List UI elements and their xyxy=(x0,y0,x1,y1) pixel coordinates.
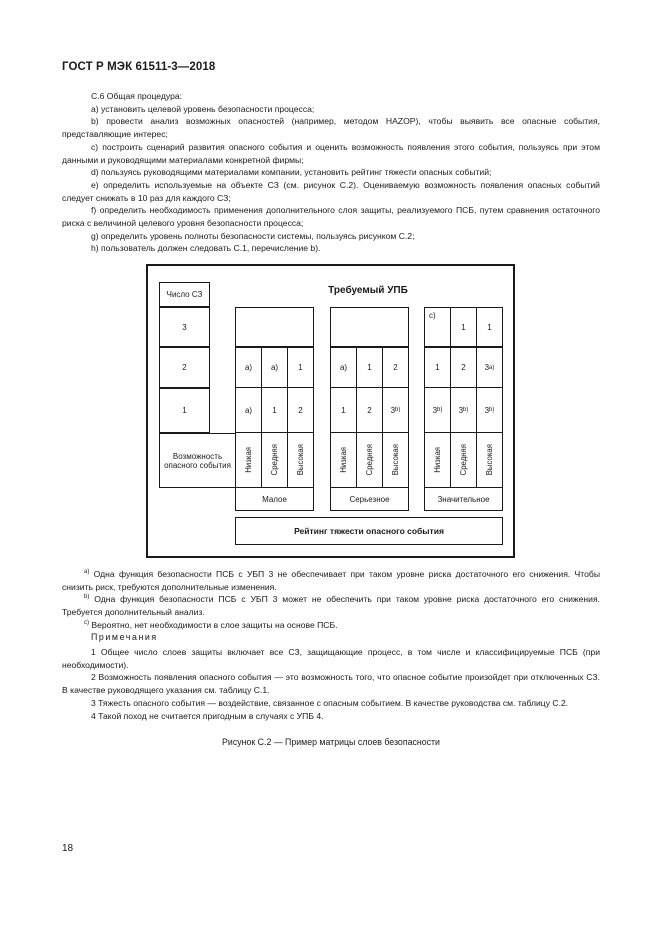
matrix-cell: 1 xyxy=(330,387,357,433)
matrix-cell: 2 xyxy=(287,387,314,433)
sz-row-label: 3 xyxy=(159,307,210,347)
matrix-cell: а) xyxy=(235,387,262,433)
likelihood-level-low: Низкая xyxy=(235,432,262,488)
note-item: 4 Такой поход не считается пригодным в случаях с УПБ 4. xyxy=(91,710,324,721)
footnote: $^{а)}$ Одна функция безопасности ПСБ с УБП 3 не обеспечивает при таком уровне риска достаточного его снижения. Чтобы снизить риск, требуются дополнительные изменения. xyxy=(62,569,600,592)
matrix-cell: 3 b) xyxy=(450,387,477,433)
likelihood-level-high: Высокая xyxy=(287,432,314,488)
matrix-cell: а) xyxy=(261,347,288,388)
matrix-cell: 3 а) xyxy=(476,347,503,388)
likelihood-level-low: Низкая xyxy=(424,432,451,488)
matrix-cell: 2 xyxy=(356,387,383,433)
matrix-cell-empty xyxy=(235,307,314,347)
matrix-cell: 1 xyxy=(356,347,383,388)
procedure-line: е) определить используемые на объекте СЗ (см. рисунок С.2). Оцениваемую возможность появления опасных событий следует снижать в 10 раз для каждого СЗ; xyxy=(62,179,600,203)
footnote: $^{b)}$ Одна функция безопасности ПСБ с УБП 3 может не обеспечить при таком уровне риска достаточного его снижения. Требуется дополнительный анализ. xyxy=(62,594,601,618)
procedure-line: с) построить сценарий развития опасного события и оценить возможность появления этого события, пользуясь при этом данными и руководящими материалами конкретной фирмы; xyxy=(62,141,600,165)
likelihood-level-medium: Средняя xyxy=(356,432,383,488)
matrix-cell: с) xyxy=(424,307,451,347)
matrix-cell: 3 b) xyxy=(424,387,451,433)
figure-footnotes xyxy=(62,568,600,632)
matrix-cell: 3 b) xyxy=(476,387,503,433)
matrix-cell: 2 xyxy=(450,347,477,388)
procedure-line: d) пользуясь руководящими материалами компании, установить рейтинг тяжести опасных событий; xyxy=(91,167,492,178)
procedure-line: h) пользователь должен следовать С.1, перечисление b). xyxy=(91,243,321,254)
likelihood-level-medium: Средняя xyxy=(450,432,477,488)
likelihood-level-high: Высокая xyxy=(476,432,503,488)
matrix-cell: 1 xyxy=(424,347,451,388)
sz-row-label: 1 xyxy=(159,388,210,433)
matrix-cell: 1 xyxy=(476,307,503,347)
safety-layer-matrix xyxy=(146,264,515,558)
matrix-cell: 1 xyxy=(287,347,314,388)
notes-title: Примечания xyxy=(91,632,158,642)
page-number: 18 xyxy=(62,843,74,854)
sz-row-label: 2 xyxy=(159,347,210,388)
likelihood-level-high: Высокая xyxy=(382,432,409,488)
note-item: 2 Возможность появления опасного события — это возможность того, что опасное событие произойдет при отключенных СЗ. В качестве руководящего указания см. таблицу С.1. xyxy=(62,672,600,696)
likelihood-level-medium: Средняя xyxy=(261,432,288,488)
severity-rating-label: Рейтинг тяжести опасного события xyxy=(235,517,503,545)
sz-count-header: Число СЗ xyxy=(159,282,210,307)
figure-caption: Рисунок С.2 — Пример матрицы слоев безопасности xyxy=(222,737,440,747)
procedure-line: С.6 Общая процедура: xyxy=(91,91,183,101)
matrix-cell: 2 xyxy=(382,347,409,388)
procedure-line: g) определить уровень полноты безопасности системы, пользуясь рисунком С.2; xyxy=(91,230,415,241)
procedure-line: b) провести анализ возможных опасностей (например, методом HAZOP), чтобы выявить все опасные события, представляющие интерес; xyxy=(62,116,600,140)
matrix-cell: 1 xyxy=(261,387,288,433)
footnote: $^{с)}$ Вероятно, нет необходимости в слое защиты на основе ПСБ. xyxy=(84,619,338,630)
note-item: 1 Общее число слоев защиты включает все СЗ, защищающие процесс, в том числе и классифицируемые ПСБ (при необходимости). xyxy=(62,647,600,670)
matrix-cell-empty xyxy=(330,307,409,347)
matrix-cell: 1 xyxy=(450,307,477,347)
severity-group-minor: Малое xyxy=(235,487,314,511)
notes-list xyxy=(62,646,600,722)
likelihood-header: Возможность опасного события xyxy=(159,433,236,488)
procedure-line: f) определить необходимость применения дополнительного слоя защиты, реализуемого ПСБ, путем сравнения остаточного риска с величиной целевого уровня безопасности процесса; xyxy=(62,205,600,229)
matrix-cell: а) xyxy=(235,347,262,388)
note-item: 3 Тяжесть опасного события — воздействие, связанное с опасным событием. В качестве руководства см. таблицу С.2. xyxy=(91,697,569,708)
procedure-line: а) установить целевой уровень безопасности процесса; xyxy=(91,103,315,114)
matrix-cell: а) xyxy=(330,347,357,388)
procedure-text xyxy=(62,90,600,255)
matrix-cell: 3 b) xyxy=(382,387,409,433)
matrix-title: Требуемый УПБ xyxy=(328,284,408,296)
likelihood-level-low: Низкая xyxy=(330,432,357,488)
severity-group-serious: Серьезное xyxy=(330,487,409,511)
document-header: ГОСТ Р МЭК 61511-3—2018 xyxy=(62,61,216,73)
severity-group-extensive: Значительное xyxy=(424,487,503,511)
